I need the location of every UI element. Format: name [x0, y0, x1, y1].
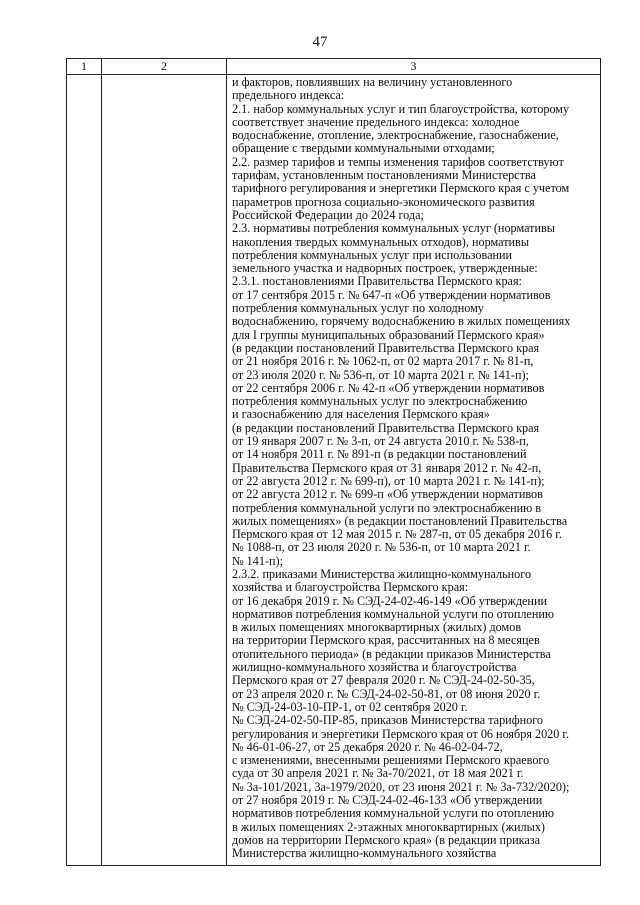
text-line: Пермского края от 27 февраля 2020 г. № СЭД-24-02-50-35,	[232, 673, 535, 688]
text-line: (в редакции постановлений Правительства Пермского края	[232, 420, 540, 435]
text-line: 2.2. размер тарифов и темпы изменения тарифов соответствуют	[232, 154, 564, 169]
text-line: 2.1. набор коммунальных услуг и тип благоустройства, которому	[232, 101, 570, 116]
column-header-2: 2	[102, 59, 227, 75]
text-line: предельного индекса:	[232, 88, 345, 103]
text-line: Правительства Пермского края от 31 января 2012 г. № 42-п,	[232, 460, 542, 475]
text-line: № СЭД-24-02-50-ПР-85, приказов Министерства тарифного	[232, 713, 544, 728]
text-line: от 23 апреля 2020 г. № СЭД-24-02-50-81, от 08 июня 2020 г.	[232, 686, 541, 701]
text-line: тарифного регулирования и энергетики Пермского края с учетом	[232, 181, 570, 196]
text-line: № 1088-п, от 23 июля 2020 г. № 536-п, от 10 марта 2021 г.	[232, 540, 531, 555]
text-line: и факторов, повлиявших на величину установленного	[232, 75, 513, 89]
text-line: от 22 августа 2012 г. № 699-п), от 10 марта 2021 г. № 141-п);	[232, 473, 545, 488]
column-3-text	[227, 75, 600, 861]
text-line: 2.3.2. приказами Министерства жилищно-коммунального	[232, 566, 532, 581]
text-line: от 27 ноября 2019 г. № СЭД-24-02-46-133 «Об утверждении	[232, 793, 543, 808]
text-line: от 14 ноября 2011 г. № 891-п (в редакции постановлений	[232, 447, 527, 462]
text-line: водоснабжение, отопление, электроснабжение, газоснабжение,	[232, 128, 559, 143]
text-line: с изменениями, внесенными решениями Пермского краевого	[232, 753, 550, 768]
text-line: потребления коммунальных услуг при использовании	[232, 247, 513, 262]
text-line: № СЭД-24-03-10-ПР-1, от 02 сентября 2020 г.	[232, 699, 468, 714]
text-line: суда от 30 апреля 2021 г. № 3а-70/2021, от 18 мая 2021 г.	[232, 766, 524, 781]
text-line: и газоснабжению для населения Пермского края»	[232, 407, 490, 422]
text-line: от 21 ноября 2016 г. № 1062-п, от 02 марта 2017 г. № 81-п,	[232, 354, 534, 369]
text-line: от 17 сентября 2015 г. № 647-п «Об утверждении нормативов	[232, 287, 551, 302]
text-line: потребления коммунальной услуги по электроснабжению в	[232, 500, 542, 515]
text-line: отопительного периода» (в редакции приказов Министерства	[232, 646, 551, 661]
text-line: в жилых помещениях многоквартирных (жилых) домов	[232, 620, 522, 635]
text-line: жилищно-коммунального хозяйства и благоустройства	[232, 660, 517, 675]
text-line: от 23 июля 2020 г. № 536-п, от 10 марта 2021 г. № 141-п);	[232, 367, 529, 382]
text-line: земельного участка и надворных построек, утвержденные:	[232, 261, 538, 276]
text-line: от 22 августа 2012 г. № 699-п «Об утверждении нормативов	[232, 487, 543, 502]
text-line: нормативов потребления коммунальной услуги по отоплению	[232, 606, 554, 621]
text-line: Российской Федерации до 2024 года;	[232, 207, 424, 222]
text-line: 2.3.1. постановлениями Правительства Пермского края:	[232, 274, 522, 289]
column-1-cell	[67, 75, 102, 866]
text-line: 2.3. нормативы потребления коммунальных услуг (нормативы	[232, 221, 555, 236]
text-line: Министерства жилищно-коммунального хозяйства	[232, 846, 497, 861]
text-line: накопления твердых коммунальных отходов), нормативы	[232, 234, 530, 249]
text-line: хозяйства и благоустройства Пермского края:	[232, 580, 469, 595]
text-line: от 19 января 2007 г. № 3-п, от 24 августа 2010 г. № 538-п,	[232, 434, 529, 449]
text-line: потребления коммунальных услуг по холодному	[232, 301, 484, 316]
text-line: тарифам, установленным постановлениями Министерства	[232, 168, 536, 183]
text-line: параметров прогноза социально-экономического развития	[232, 194, 535, 209]
text-line: от 16 декабря 2019 г. № СЭД-24-02-46-149 «Об утверждении	[232, 593, 547, 608]
text-line: в жилых помещениях 2-этажных многоквартирных (жилых)	[232, 819, 545, 834]
text-line: обращение с твердыми коммунальными отходами;	[232, 141, 495, 156]
text-line: нормативов потребления коммунальной услуги по отоплению	[232, 806, 554, 821]
column-3-cell	[227, 75, 601, 866]
text-line: (в редакции постановлений Правительства Пермского края	[232, 340, 540, 355]
text-line: от 22 сентября 2006 г. № 42-п «Об утверждении нормативов	[232, 380, 545, 395]
table-body-row	[67, 75, 601, 866]
document-table	[66, 58, 601, 866]
text-line: № 141-п);	[232, 553, 283, 568]
text-line: для I группы муниципальных образований Пермского края»	[232, 327, 545, 342]
text-line: № 46-01-06-27, от 25 декабря 2020 г. № 46-02-04-72,	[232, 739, 503, 754]
page-number: 47	[312, 34, 328, 50]
text-line: соответствует значение предельного индекса: холодное	[232, 114, 520, 129]
column-header-1: 1	[67, 59, 102, 75]
table-header-row	[67, 59, 601, 75]
text-line: потребления коммунальных услуг по электроснабжению	[232, 394, 528, 409]
text-line: водоснабжению, горячему водоснабжению в жилых помещениях	[232, 314, 571, 329]
text-line: на территории Пермского края, рассчитанных на 8 месяцев	[232, 633, 540, 648]
text-line: № 3а-101/2021, 3а-1979/2020, от 23 июня 2021 г. № 3а-732/2020);	[232, 779, 570, 794]
column-header-3: 3	[227, 59, 601, 75]
column-2-cell	[102, 75, 227, 866]
text-line: домов на территории Пермского края» (в редакции приказа	[232, 832, 541, 847]
text-line: регулирования и энергетики Пермского края от 06 ноября 2020 г.	[232, 726, 570, 741]
text-line: Пермского края от 12 мая 2015 г. № 287-п, от 05 декабря 2016 г.	[232, 527, 562, 542]
text-line: жилых помещениях» (в редакции постановлений Правительства	[232, 513, 568, 528]
